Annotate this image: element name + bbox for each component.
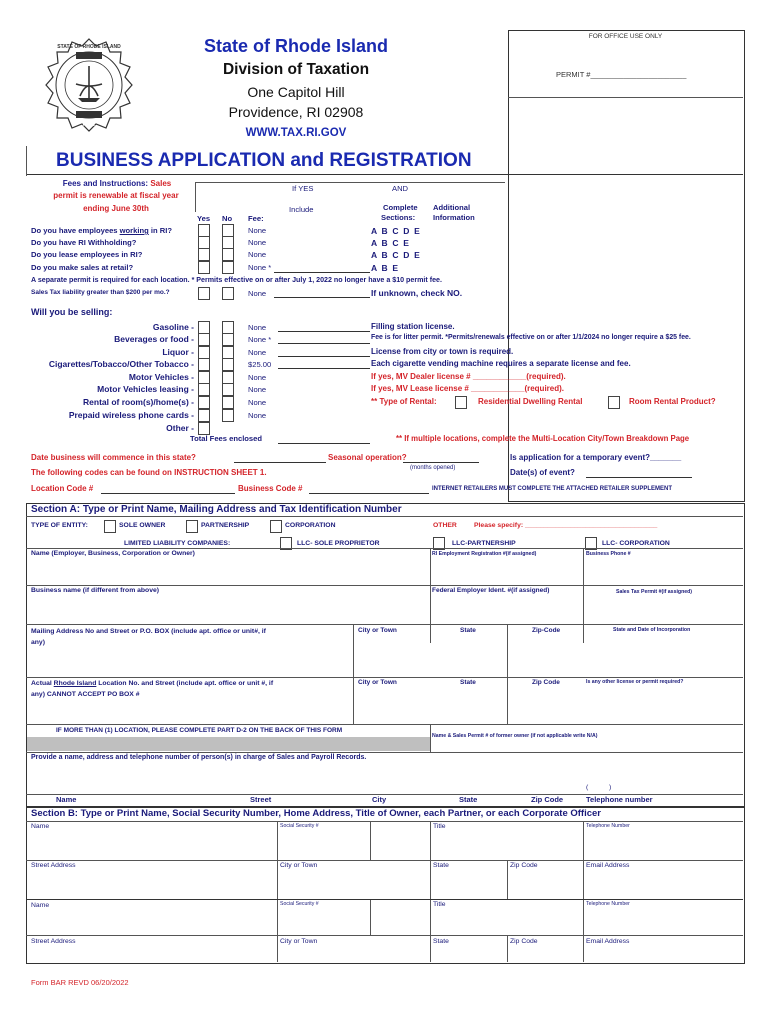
city-town-label-2: City or Town <box>280 938 318 945</box>
multi-location-note: ** If multiple locations, complete the Multi-Location City/Town Breakdown Page <box>396 434 690 443</box>
state-label: State <box>460 627 476 634</box>
temp-event-label: Is application for a temporary event?_______ <box>510 453 682 462</box>
codes-note: The following codes can be found on INSTRUCTION SHEET 1. <box>31 468 267 477</box>
state-field-label: State <box>433 862 449 869</box>
selling-item: Gasoline - <box>152 322 194 332</box>
and-label: AND <box>392 184 409 193</box>
section-b <box>26 806 745 964</box>
business-phone-label: Business Phone # <box>586 551 631 557</box>
fee-header: Fee: <box>248 214 264 223</box>
corporation-checkbox[interactable] <box>270 520 282 533</box>
fein-label: Federal Employer Ident. #(if assigned) <box>432 587 550 594</box>
mailing-address-label: Mailing Address No and Street or P.O. BOX (include apt. office or unit#, if <box>31 628 266 635</box>
title-label: Title <box>433 823 446 830</box>
fee-value: None * <box>248 263 272 272</box>
selling-item: Prepaid wireless phone cards - <box>68 410 194 420</box>
records-street-header: Street <box>250 795 272 804</box>
fee-value: None <box>248 226 267 235</box>
selling-info: Each cigarette vending machine requires a separate license and fee. <box>371 359 631 368</box>
records-zip-header: Zip Code <box>531 795 564 804</box>
sales-tax-question: Sales Tax liability greater than $200 per mo.? <box>31 289 170 296</box>
selling-item: Cigarettes/Tobacco/Other Tobacco - <box>48 359 194 369</box>
if-yes: If YES <box>292 184 314 193</box>
name-field-label: Name (Employer, Business, Corporation or Owner) <box>31 550 195 557</box>
llc-corporation-label: LLC- CORPORATION <box>602 540 670 547</box>
selling-fee: None <box>248 373 267 382</box>
mailing-address-label-2: any) <box>31 639 45 646</box>
seal-text-bottom: HOPE <box>82 122 96 127</box>
actual-location-label: Actual Rhode Island Location No. and Street (include apt. office or unit #, if <box>31 680 274 687</box>
seasonal-label: Seasonal operation? <box>328 453 407 462</box>
records-city-header: City <box>372 795 387 804</box>
question-text: Do you have RI Withholding? <box>31 238 137 247</box>
location-code-label: Location Code # <box>31 484 94 493</box>
llc-label: LIMITED LIABILITY COMPANIES: <box>124 540 231 547</box>
sales-permit-label: Sales Tax Permit #(if assigned) <box>616 589 693 595</box>
unknown-note: If unknown, check NO. <box>371 288 463 298</box>
other-label: OTHER <box>433 522 457 529</box>
no-checkbox[interactable] <box>222 248 234 261</box>
room-rental-label: Room Rental Product? <box>629 397 716 406</box>
selling-no-checkbox[interactable] <box>222 358 234 371</box>
zip-field-label-2: Zip Code <box>510 938 538 945</box>
sections-value: A B C D E <box>371 226 420 236</box>
llc-partnership-label: LLC-PARTNERSHIP <box>452 540 516 547</box>
yes-checkbox[interactable] <box>198 248 210 261</box>
sales-tax-fee: None <box>248 289 267 298</box>
selling-title: Will you be selling: <box>31 307 113 317</box>
seal-icon <box>40 36 138 134</box>
selling-yes-checkbox[interactable] <box>198 396 210 409</box>
business-code-label: Business Code # <box>238 484 303 493</box>
llc-sole-label: LLC- SOLE PROPRIETOR <box>297 540 380 547</box>
date-event-label: Date(s) of event? <box>510 468 575 477</box>
fee-value: None <box>248 250 267 259</box>
ssn-label-2: Social Security # <box>280 901 319 907</box>
selling-no-checkbox[interactable] <box>222 409 234 422</box>
selling-fee: None <box>248 398 267 407</box>
header-website[interactable]: WWW.TAX.RI.GOV <box>245 127 347 139</box>
selling-info: Filling station license. <box>371 322 455 331</box>
records-name-header: Name <box>56 795 77 804</box>
sections-value: A B C D E <box>371 250 420 260</box>
selling-info: If yes, MV Lease license # ____________(required). <box>371 384 565 393</box>
selling-fee: None <box>248 411 267 420</box>
sales-tax-yes-checkbox[interactable] <box>198 287 210 300</box>
yes-header: Yes <box>197 214 211 223</box>
city-label-2: City or Town <box>358 679 397 686</box>
officer-name-label: Name <box>31 823 50 830</box>
street-address-label-2: Street Address <box>31 938 76 945</box>
sections-value: A B C E <box>371 238 409 248</box>
fees-instr-2: permit is renewable at fiscal year <box>53 191 179 200</box>
selling-item: Rental of room(s)/home(s) - <box>83 397 194 407</box>
state-label-2: State <box>460 679 476 686</box>
information-label: Information <box>433 213 475 222</box>
ssn-label: Social Security # <box>280 823 319 829</box>
records-state-header: State <box>459 795 478 804</box>
permit-number: PERMIT #_______________________ <box>556 70 687 79</box>
title-label-2: Title <box>433 901 446 908</box>
actual-location-label-2: any) CANNOT ACCEPT PO BOX # <box>31 691 140 698</box>
selling-fee: None * <box>248 335 272 344</box>
shaded-band <box>27 737 430 751</box>
other-license-label: Is any other license or permit required? <box>586 679 684 685</box>
selling-fee: $25.00 <box>248 360 272 369</box>
date-commence-label: Date business will commence in this state? <box>31 453 196 462</box>
officer-name-label-2: Name <box>31 902 50 909</box>
selling-yes-checkbox[interactable] <box>198 409 210 422</box>
city-label: City or Town <box>358 627 397 634</box>
fee-value: None <box>248 238 267 247</box>
room-rental-checkbox[interactable] <box>608 396 620 409</box>
specify-label: Please specify: ___________________________________ <box>474 522 658 529</box>
header-state: State of Rhode Island <box>203 36 389 56</box>
fees-instr-1: Fees and Instructions: Sales <box>62 179 172 188</box>
section-b-title: Section B: Type or Print Name, Social Security Number, Home Address, Title of Owner, each Partner, or each Corporate Officer <box>31 808 601 819</box>
business-name-label: Business name (if different from above) <box>31 587 160 594</box>
selling-fee: None <box>248 323 267 332</box>
sole-owner-label: SOLE OWNER <box>119 522 166 529</box>
fees-instr-3: ending June 30th <box>83 204 149 213</box>
selling-fee: None <box>248 385 267 394</box>
selling-no-checkbox[interactable] <box>222 383 234 396</box>
selling-info: Fee is for litter permit. *Permits/renewals effective on or after 1/1/2024 no longer require a $25 fee. <box>371 334 691 341</box>
telephone-label-2: Telephone Number <box>586 901 630 907</box>
telephone-label: Telephone Number <box>586 823 630 829</box>
additional-label: Additional <box>433 203 471 212</box>
selling-no-checkbox[interactable] <box>222 396 234 409</box>
total-fees-label: Total Fees enclosed <box>190 434 263 443</box>
partnership-label: PARTNERSHIP <box>201 522 250 529</box>
sections-value: A B E <box>371 263 399 273</box>
zip-label: Zip-Code <box>532 627 561 634</box>
selling-info: License from city or town is required. <box>371 347 514 356</box>
include-label: Include <box>289 205 314 214</box>
seal-text-top: STATE OF RHODE ISLAND <box>57 44 121 50</box>
selling-item: Motor Vehicles leasing - <box>97 384 194 394</box>
city-town-label: City or Town <box>280 862 318 869</box>
zip-field-label: Zip Code <box>510 862 538 869</box>
selling-yes-checkbox[interactable] <box>198 383 210 396</box>
selling-item: Liquor - <box>162 347 194 357</box>
internet-retailers-note: INTERNET RETAILERS MUST COMPLETE THE ATTACHED RETAILER SUPPLEMENT <box>432 486 672 492</box>
no-checkbox[interactable] <box>222 261 234 274</box>
provide-records-note: Provide a name, address and telephone number of person(s) in charge of Sales and Payroll Records. <box>31 754 367 761</box>
office-use-label: FOR OFFICE USE ONLY <box>588 33 663 40</box>
records-phone-header: Telephone number <box>586 795 653 804</box>
sales-tax-no-checkbox[interactable] <box>222 287 234 300</box>
phone-parens: ( ) <box>586 784 612 791</box>
header-address1: One Capitol Hill <box>247 84 345 100</box>
more-locations-note: IF MORE THAN (1) LOCATION, PLEASE COMPLETE PART D-2 ON THE BACK OF THIS FORM <box>56 727 343 734</box>
separate-permit-note: A separate permit is required for each location. * Permits effective on or after July 1, 2022 no longer have a $10 permit fee. <box>31 276 442 284</box>
former-owner-label: Name & Sales Permit # of former owner (if not applicable write N/A) <box>432 733 598 739</box>
partnership-checkbox[interactable] <box>186 520 198 533</box>
selling-no-checkbox[interactable] <box>222 333 234 346</box>
selling-yes-checkbox[interactable] <box>198 358 210 371</box>
selling-item: Other - <box>166 423 194 433</box>
section-a-title: Section A: Type or Print Name, Mailing Address and Tax Identification Number <box>31 504 402 515</box>
state-seal <box>40 36 138 134</box>
entity-type-label: TYPE OF ENTITY: <box>31 522 88 529</box>
zip-label-2: Zip Code <box>532 679 560 686</box>
selling-yes-checkbox[interactable] <box>198 333 210 346</box>
form-footer: Form BAR REVD 06/20/2022 <box>31 978 129 987</box>
page-title: BUSINESS APPLICATION and REGISTRATION <box>56 150 472 171</box>
residential-rental-checkbox[interactable] <box>455 396 467 409</box>
selling-item: Beverages or food - <box>114 334 194 344</box>
months-opened: (months opened) <box>410 465 456 471</box>
header-division: Division of Taxation <box>222 61 370 78</box>
question-text: Do you lease employees in RI? <box>31 250 143 259</box>
selling-info: If yes, MV Dealer license # ____________(required). <box>371 372 566 381</box>
email-label-2: Email Address <box>586 938 630 945</box>
selling-info: ** Type of Rental: <box>371 397 437 406</box>
selling-item: Motor Vehicles - <box>128 372 194 382</box>
complete-label: Complete <box>383 203 418 212</box>
incorporation-label: State and Date of Incorporation <box>613 627 691 633</box>
header-address2: Providence, RI 02908 <box>228 104 364 120</box>
question-text: Do you have employees working in RI? <box>31 226 172 235</box>
question-text: Do you make sales at retail? <box>31 263 134 272</box>
street-address-label: Street Address <box>31 862 76 869</box>
corporation-label: CORPORATION <box>285 522 336 529</box>
sole-owner-checkbox[interactable] <box>104 520 116 533</box>
no-header: No <box>222 214 233 223</box>
ri-employment-label: RI Employment Registration #(if assigned) <box>432 551 537 557</box>
yes-checkbox[interactable] <box>198 261 210 274</box>
residential-rental-label: Residential Dwelling Rental <box>478 397 583 406</box>
sections-label: Sections: <box>381 213 416 222</box>
email-label: Email Address <box>586 862 630 869</box>
office-use-box <box>508 30 745 502</box>
state-field-label-2: State <box>433 938 449 945</box>
selling-fee: None <box>248 348 267 357</box>
